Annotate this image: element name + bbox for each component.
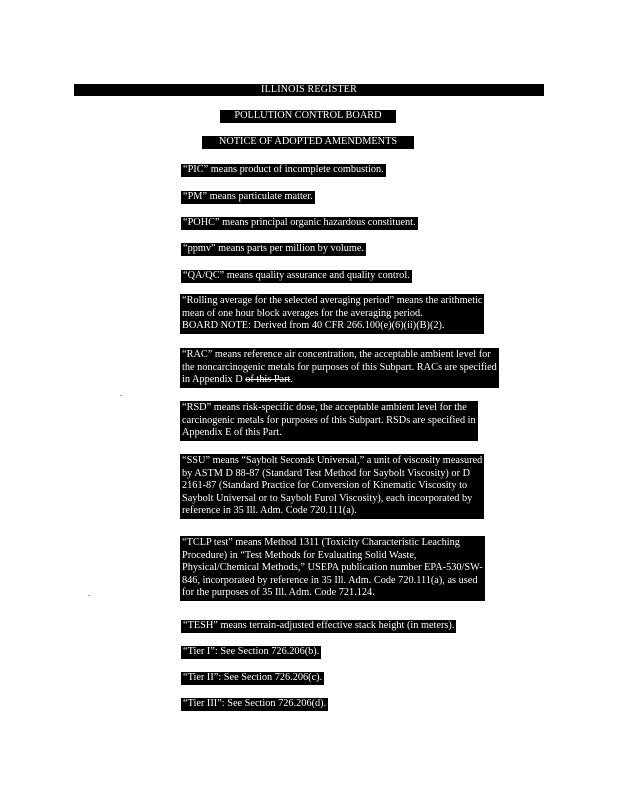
- rsd-line-1: “RSD” means risk-specific dose, the acceptable ambient level for the: [182, 402, 467, 413]
- ssu-line-4: Saybolt Universal or to Saybolt Furol Viscosity), each incorporated by: [182, 492, 473, 504]
- tclp-line-4: 846, incorporated by reference in 35 Ill. Adm. Code 720.111(a), as used: [182, 574, 478, 586]
- ssu-line-3: 2161-87 (Standard Practice for Conversion of Kinematic Viscosity to: [182, 480, 468, 492]
- tclp-line-2: Procedure) in “Test Methods for Evaluating Solid Waste,: [182, 549, 417, 561]
- board-note: BOARD NOTE: Derived from 40 CFR 266.100(e)(6)(ii)(B)(2).: [182, 320, 445, 332]
- register-title: ILLINOIS REGISTER: [261, 84, 357, 95]
- rolling-line-1: “Rolling average for the selected averaging period” means the arithmetic: [182, 295, 483, 306]
- tclp-line-3: Physical/Chemical Methods,” USEPA publication number EPA-530/SW-: [182, 562, 483, 574]
- definition-tier-2: “Tier II”: See Section 726.206(c).: [183, 672, 323, 683]
- tclp-line-5: for the purposes of 35 Ill. Adm. Code 721.124.: [182, 587, 375, 599]
- definition-tier-3: “Tier III”: See Section 726.206(d).: [183, 698, 327, 709]
- definition-pohc: “POHC” means principal organic hazardous constituent.: [183, 217, 416, 228]
- definition-tesh: “TESH” means terrain-adjusted effective stack height (in meters).: [183, 620, 455, 631]
- register-header-bar: [74, 84, 544, 96]
- rac-struck-text: of this Part: [245, 374, 291, 386]
- rac-line-2: the noncarcinogenic metals for purposes of this Subpart. RACs are specified: [182, 361, 497, 373]
- scan-speck: [88, 595, 90, 596]
- ssu-line-1: “SSU” means “Saybolt Seconds Universal,” a unit of viscosity measured: [182, 455, 483, 466]
- board-title: POLLUTION CONTROL BOARD: [220, 110, 396, 123]
- rac-line-3-prefix: in Appendix D: [182, 374, 246, 386]
- definition-qaqc: “QA/QC” means quality assurance and quality control.: [183, 270, 410, 281]
- definition-pic: “PIC” means product of incomplete combustion.: [183, 164, 384, 175]
- definition-pm: “PM” means particulate matter.: [183, 191, 313, 202]
- rac-line-1: “RAC” means reference air concentration, the acceptable ambient level for: [182, 349, 491, 360]
- rsd-line-2: carcinogenic metals for purposes of this Subpart. RSDs are specified in: [182, 414, 476, 426]
- ssu-line-2: by ASTM D 88-87 (Standard Test Method for Saybolt Viscosity) or D: [182, 467, 471, 479]
- scan-speck: [120, 395, 122, 396]
- definition-rsd: [180, 401, 478, 441]
- definition-rac: [180, 348, 499, 388]
- definition-tier-1: “Tier I”: See Section 726.206(b).: [183, 646, 320, 657]
- notice-title: NOTICE OF ADOPTED AMENDMENTS: [202, 136, 414, 149]
- definition-ssu: [180, 454, 484, 519]
- rac-line-3: [182, 374, 497, 387]
- definition-tclp: [180, 536, 485, 601]
- definition-ppmv: “ppmv” means parts per million by volume.: [183, 243, 365, 254]
- tclp-line-1: “TCLP test” means Method 1311 (Toxicity Characteristic Leaching: [182, 537, 460, 548]
- definition-rolling-average: [180, 294, 484, 334]
- rolling-line-2: mean of one hour block averages for the averaging period.: [182, 307, 423, 319]
- ssu-line-5: reference in 35 Ill. Adm. Code 720.111(a).: [182, 505, 357, 517]
- rac-line-3-suffix: .: [290, 374, 293, 386]
- rsd-line-3: Appendix E of this Part.: [182, 427, 282, 439]
